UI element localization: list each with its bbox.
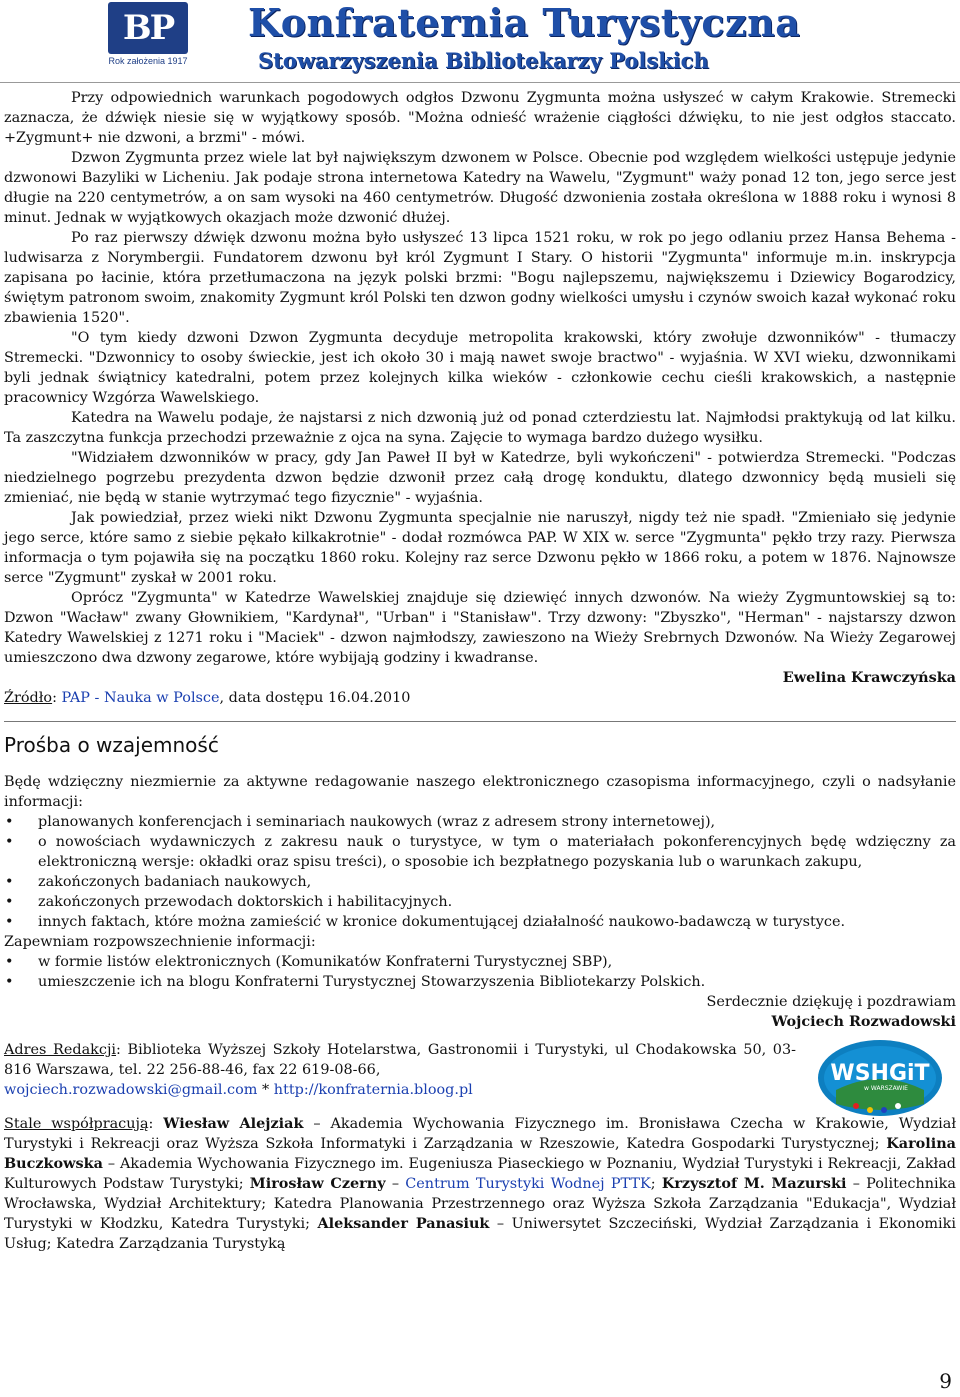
blog-link[interactable]: http://konfraternia.bloog.pl: [273, 1082, 473, 1098]
cooperation-text: Stale współpracują: Wiesław Alejziak – Akademia Wychowania Fizycznego im. Bronisława Czecha w Krakowie, Wydział Turystyki i Rekreacji oraz Wyższa Szkoła Informatyki i Zarządzania w Rzeszowie, Katedra Gospodarki Turystycznej; Karolina Buczkowska – Akademia Wychowania Fizycznego im. Eugeniusza Piaseckiego w Poznaniu, Wydział Turystyki i Rekreacji, Zakład Kulturowych Podstaw Turystyki; Mirosław Czerny – Centrum Turystyki Wodnej PTTK; Krzysztof M. Mazurski – Politechnika Wrocławska, Wydział Architektury; Katedra Planowania Przestrzennego oraz Wyższa Szkoła Zarządzania "Edukacja", Wydział Turystyki w Kłodzku, Katedra Turystyki; Aleksander Panasiuk – Uniwersytet Szczeciński, Wydział Zarządzania i Ekonomiki Usług; Katedra Zarządzania Turystyką: [4, 1115, 956, 1252]
request-intro-2: Zapewniam rozpowszechnienie informacji:: [4, 934, 316, 950]
address-text: Adres Redakcji: Biblioteka Wyższej Szkoły Hotelarstwa, Gastronomii i Turystyki, ul Chodakowska 50, 03-816 Warszawa, tel. 22 256-88-46, fax 22 619-08-66, wojciech.rozwadowski@gmail.com * http://konfraternia.bloog.pl: [4, 1042, 796, 1098]
address-block: [4, 1040, 956, 1100]
list-item: • o nowościach wydawniczych z zakresu nauk o turystyce, w tym o materiałach pokonferencyjnych będę wdzięczny za elektroniczną wersje: okładki oraz spisu treści), o sposobie ich bezpłatnego pozyskania lub o warunkach zakupu,: [5, 834, 956, 870]
wshgit-logo-sub: w WARSZAWIE: [864, 1085, 908, 1092]
header-divider: [0, 82, 960, 83]
header-title: Konfraternia Turystyczna: [248, 0, 801, 45]
article-paragraph: Jak powiedział, przez wieki nikt Dzwonu Zygmunta specjalnie nie naruszył, nigdy też nie spadł. "Zmieniało się jedynie jego serce, które samo z siebie pękało kilkakrotnie" - dodał rozmówca PAP. W XIX w. serce "Zygmunta" pękło trzy razy. Pierwsza informacja o tym pojawiła się na początku 1860 roku. Kolejny raz serce Dzwonu pękło w 1866 roku, a potem w 1876. Najnowsze serce "Zygmunt" zyskał w 2001 roku.: [4, 510, 956, 586]
article-paragraph: Oprócz "Zygmunta" w Katedrze Wawelskiej znajduje się dziewięć innych dzwonów. Na wieży Zygmuntowskiej są to: Dzwon "Wacław" zwany Głownikiem, "Kardynał", "Urban" i "Stanisław". Trzy dzwony: "Zbyszko", "Herman" - najstarszy dzwon Katedry Wawelskiej z 1271 roku i "Maciek" - dzwon najmłodszy, zawieszono na Wieży Srebrnych Dzwonów. Na Wieży Zegarowej umieszczono dwa dzwony zegarowe, które wybijają godziny i kwadranse.: [4, 590, 956, 666]
header-subtitle: Stowarzyszenia Bibliotekarzy Polskich: [258, 48, 709, 73]
page-header: [0, 0, 960, 80]
distribution-list: [4, 952, 956, 992]
main-content: [4, 88, 956, 1254]
bullet-icon: •: [5, 874, 14, 890]
list-item: • umieszczenie ich na blogu Konfraterni Turystycznej Stowarzyszenia Bibliotekarzy Polskich.: [5, 974, 706, 990]
source-colon: :: [52, 690, 62, 706]
bullet-icon: •: [5, 814, 14, 830]
bullet-icon: •: [5, 894, 14, 910]
list-item: • innych faktach, które można zamieścić w kronice dokumentującej działalność naukowo-badawczą w turystyce.: [5, 914, 846, 930]
source-link[interactable]: PAP - Nauka w Polsce: [61, 690, 220, 706]
source-label: Źródło: [4, 690, 53, 706]
source-date: , data dostępu 16.04.2010: [219, 690, 411, 706]
list-item: • planowanych konferencjach i seminariach naukowych (wraz z adresem strony internetowej),: [5, 814, 716, 830]
closing-text: Serdecznie dziękuję i pozdrawiam: [706, 994, 956, 1010]
article-author: Ewelina Krawczyńska: [782, 669, 956, 686]
article-paragraph: Przy odpowiednich warunkach pogodowych odgłos Dzwonu Zygmunta można usłyszeć w całym Krakowie. Stremecki zaznacza, że dźwięk niesie się w wyjątkowy sposób. "Można odnieść wrażenie ciągłości dźwięku, to nie jest odgłos staccato. +Zygmunt+ nie dzwoni, a brzmi" - mówi.: [4, 90, 956, 146]
cooperation-label: Stale współpracują: [4, 1116, 149, 1132]
bullet-icon: •: [5, 974, 14, 990]
page-number: 9: [939, 1369, 952, 1393]
request-intro: Będę wdzięczny niezmiernie za aktywne redagowanie naszego elektronicznego czasopisma informacyjnego, czyli o nadsyłanie informacji:: [4, 774, 956, 810]
bp-logo-year: Rok założenia 1917: [108, 56, 188, 66]
signature: Wojciech Rozwadowski: [771, 1013, 956, 1030]
bullet-icon: •: [5, 834, 14, 850]
wshgit-logo: [816, 1038, 944, 1118]
list-item: • zakończonych przewodach doktorskich i habilitacyjnych.: [5, 894, 453, 910]
article-paragraph: Dzwon Zygmunta przez wiele lat był największym dzwonem w Polsce. Obecnie pod względem wielkości ustępuje jedynie dzwonowi Bazyliki w Licheniu. Jak podaje strona internetowa Katedry na Wawelu, "Zygmunt" waży ponad 12 ton, jego serce jest długie na 220 centymetrów, a on sam wysoki na 460 centymetrów. Długość dzwonienia została określona w 1888 roku i wynosi 8 minut. Jednak w wyjątkowych okazjach może dzwonić dłużej.: [4, 150, 956, 226]
article-paragraph: Po raz pierwszy dźwięk dzwonu można było usłyszeć 13 lipca 1521 roku, w rok po jego odlaniu przez Hansa Behema - ludwisarza z Norymbergii. Fundatorem dzwonu był król Zygmunt I Stary. O historii "Zygmunta" informuje m.in. inskrypcja zapisana po łacinie, która przetłumaczona na język polski brzmi: "Bogu najlepszemu, największemu i Dziewicy Bogarodzicy, świętym patronom swoim, znakomity Zygmunt król Polski ten dzwon godny wielkości umysłu i czynów swoich kazał wykonać roku zbawienia 1520".: [4, 230, 956, 326]
pttk-link[interactable]: Centrum Turystyki Wodnej PTTK: [405, 1176, 651, 1192]
email-link[interactable]: wojciech.rozwadowski@gmail.com: [4, 1082, 258, 1098]
bullet-icon: •: [5, 954, 14, 970]
section-heading: Prośba o wzajemność: [4, 733, 219, 757]
wshgit-logo-text: WSHGiT: [830, 1061, 930, 1086]
request-list: [4, 812, 956, 932]
list-item: • zakończonych badaniach naukowych,: [5, 874, 312, 890]
bullet-icon: •: [5, 914, 14, 930]
bp-logo-letters: BP: [108, 2, 188, 54]
article-source: [4, 688, 956, 708]
bp-logo: [108, 2, 188, 66]
article-paragraph: Katedra na Wawelu podaje, że najstarsi z nich dzwonią już od ponad czterdziestu lat. Najmłodsi praktykują od lat kilku. Ta zaszczytna funkcja przechodzi przeważnie z ojca na syna. Zajęcie to wymaga bardzo dużego wysiłku.: [4, 410, 956, 446]
list-item: • w formie listów elektronicznych (Komunikatów Konfraterni Turystycznej SBP),: [5, 954, 613, 970]
section-divider: [4, 721, 956, 722]
article-paragraph: "O tym kiedy dzwoni Dzwon Zygmunta decyduje metropolita krakowski, który zwołuje dzwonników" - tłumaczy Stremecki. "Dzwonnicy to osoby świeckie, jest ich około 30 i mają nawet swoje bractwo" - wyjaśnia. W XVI wieku, dzwonnikami byli jednak świątnicy katedralni, potem przez kolejnych kilka wieków - członkowie cechu cieśli krakowskich, a następnie pracownicy Wzgórza Wawelskiego.: [4, 330, 956, 406]
address-label: Adres Redakcji: [4, 1042, 117, 1058]
article-paragraph: "Widziałem dzwonników w pracy, gdy Jan Paweł II był w Katedrze, byli wykończeni" - potwierdza Stremecki. "Podczas niedzielnego pogrzebu prezydenta dzwon będzie dzwonił przez całą drogę konduktu, dlatego dzwonnicy będą musieli się zmieniać, nie będą w stanie wytrzymać tego fizycznie" - wyjaśnia.: [4, 450, 956, 506]
